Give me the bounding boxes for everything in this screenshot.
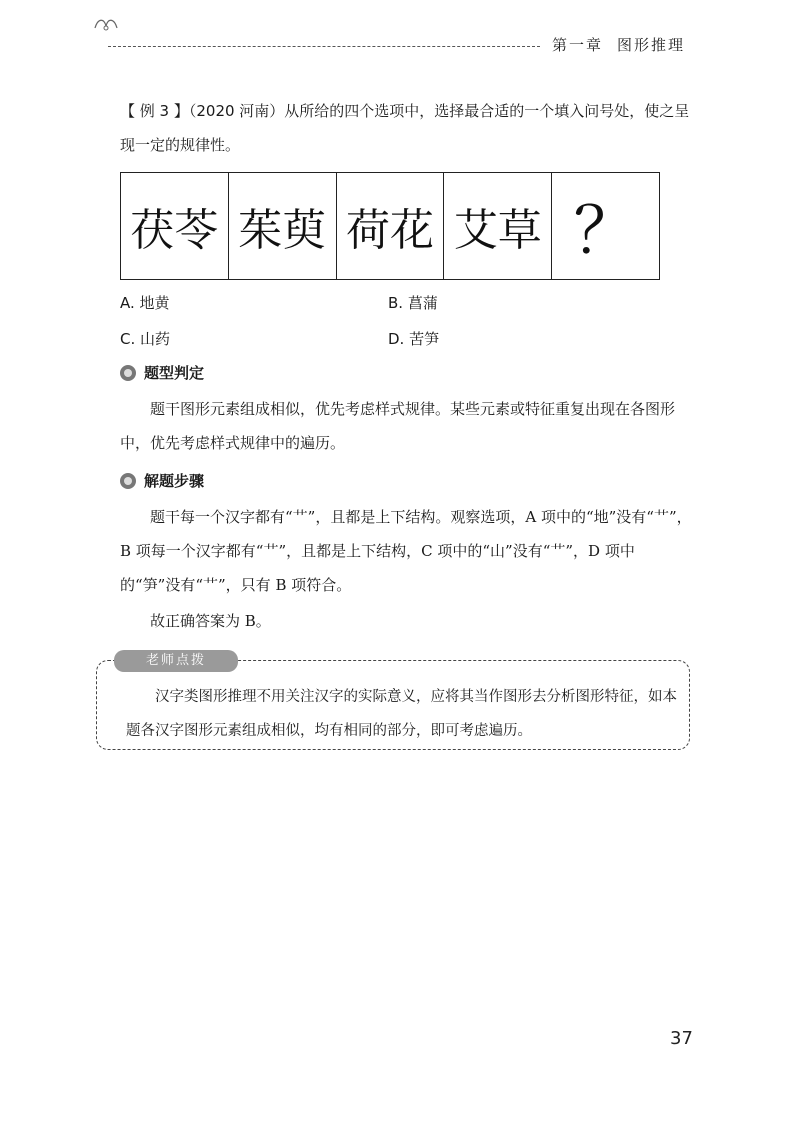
puzzle-cell: 茯苓 xyxy=(130,205,219,256)
section-badge-icon xyxy=(120,473,136,489)
option-b: B. 菖蒲 xyxy=(388,294,438,312)
example-tag: 【 例 3 】 xyxy=(120,102,189,120)
section-type-heading xyxy=(120,362,204,383)
puzzle-cell: 艾草 xyxy=(443,173,551,279)
teacher-tip-text: 汉字类图形推理不用关注汉字的实际意义，应将其当作图形去分析图形特征，如本题各汉字图形元素组成相似，均有相同的部分，即可考虑遍历。 xyxy=(126,689,677,739)
header-rule xyxy=(108,46,540,47)
section-steps-text: 题干每一个汉字都有“艹”，且都是上下结构。观察选项，A 项中的“地”没有“艹”，B 项每一个汉字都有“艹”，且都是上下结构，C 项中的“山”没有“艹”，D 项中的“笋”没有“艹”，只有 B 项符合。 xyxy=(120,508,692,594)
section-type-title: 题型判定 xyxy=(144,364,205,382)
option-d: D. 苦笋 xyxy=(388,330,440,348)
puzzle-cell: 茱萸 xyxy=(228,173,336,279)
puzzle-cell: 荷花 xyxy=(336,173,444,279)
option-a: A. 地黄 xyxy=(120,294,170,312)
section-steps-title: 解题步骤 xyxy=(144,472,205,490)
puzzle-question-cell: ？ xyxy=(551,173,659,279)
chapter-number: 第一章 xyxy=(552,36,604,54)
option-c: C. 山药 xyxy=(120,330,171,348)
header-ornament-icon xyxy=(92,14,120,36)
example-prompt xyxy=(120,94,692,162)
puzzle-figure xyxy=(120,172,660,280)
section-badge-icon xyxy=(120,365,136,381)
running-header xyxy=(552,34,685,55)
section-steps-heading xyxy=(120,470,204,491)
answer-line: 故正确答案为 B。 xyxy=(150,612,271,630)
page-number: 37 xyxy=(670,1028,693,1049)
chapter-title: 图形推理 xyxy=(617,36,686,54)
example-text: （2020 河南）从所给的四个选项中，选择最合适的一个填入问号处，使之呈现一定的规律性。 xyxy=(120,102,690,154)
section-type-text: 题干图形元素组成相似，优先考虑样式规律。某些元素或特征重复出现在各图形中，优先考虑样式规律中的遍历。 xyxy=(120,400,676,452)
teacher-tip-label: 老师点拨 xyxy=(114,650,238,672)
